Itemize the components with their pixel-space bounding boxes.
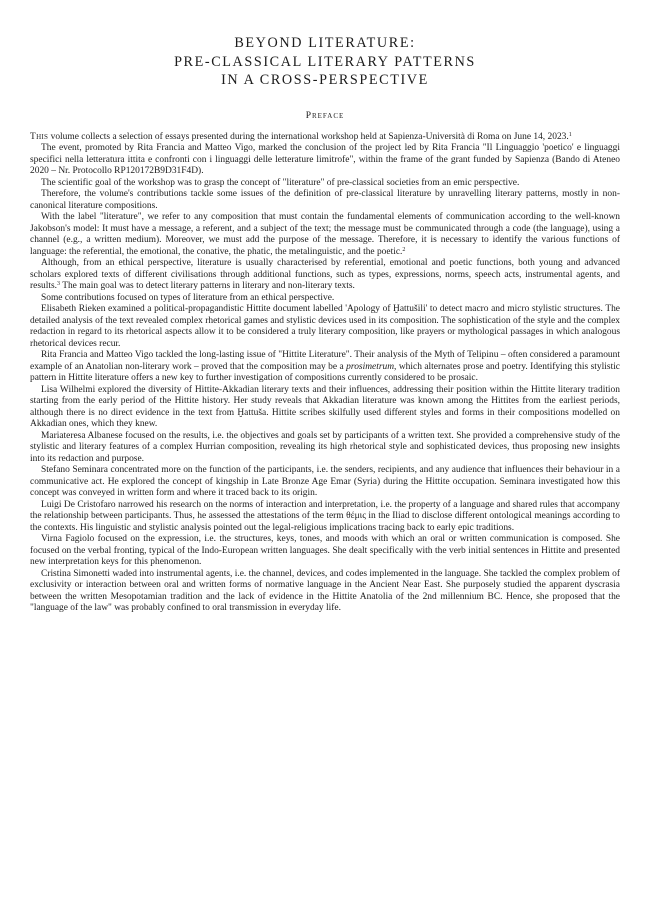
paragraph-text-after: The main goal was to detect literary patterns in literary and non-literary texts. — [60, 281, 355, 291]
paragraph-text: volume collects a selection of essays presented during the international workshop held at Sapienza-Università di Roma on June 14, 2023. — [48, 131, 569, 142]
paragraph — [30, 212, 620, 258]
paragraph: Some contributions focused on types of literature from an ethical perspective. — [41, 292, 335, 303]
paragraph: Therefore, the volume's contributions tackle some issues of the definition of pre-classical literature by unravelling literary patterns, mostly in non-canonical literature compositions. — [30, 189, 620, 211]
paragraph-text: With the label "literature", we refer to any composition that must contain the fundamental elements of communication according to the well-known Jakobson's model: It must have a message, a referent, and a subject of the text; the message must be communicated through a code (the language), using a channel (e.g., a written medium). Moreover, we must add the purpose of the message. Therefore, it is necessary to identify the various functions of language: the referential, the emotional, the conative, the phatic, the metalinguistic, and the poetic. — [30, 212, 620, 257]
italic-term: prosimetrum — [346, 361, 395, 372]
paragraph: The scientific goal of the workshop was to grasp the concept of "literature" of pre-classical societies from an emic perspective. — [41, 177, 520, 188]
paragraph: The event, promoted by Rita Francia and Matteo Vigo, marked the conclusion of the project led by Rita Francia "Il Linguaggio 'poetico' e linguaggi specifici nella letteratura ittita e confronti con i linguaggi delle letterature limitrofe", within the frame of the grant funded by Sapienza (Bando di Ateneo 2020 – Nr. Protocollo RP120172B9D31F4D). — [30, 143, 620, 176]
footnote-ref[interactable]: 2 — [402, 246, 406, 253]
paragraph: Mariateresa Albanese focused on the results, i.e. the objectives and goals set by participants of a written text. She provided a comprehensive study of the stylistic and literary features of a complex Hurrian composition, revealing its high rhetorical style and sophisticated devices, thus proposing new insights into its redaction and purpose. — [30, 430, 620, 464]
paragraph: Luigi De Cristofaro narrowed his research on the norms of interaction and interpretation, i.e. the property of a language and shared rules that accompany the relationship between participants. Thus, he assessed the attestations of the term θέμις in the Iliad to disclose different ontological meanings according to the contexts. His linguistic and stylistic analysis pointed out the legal-religious implications tracing back to early epic traditions. — [30, 499, 620, 533]
paragraph: Lisa Wilhelmi explored the diversity of Hittite-Akkadian literary texts and their influences, addressing their position within the Hittite literary tradition starting from the early period of the Hittite history. Her study reveals that Akkadian literature was known among the Hittites from the earliest periods, although there is no direct evidence in the text from Ḫattuša. Hittite scribes skilfully used different styles and forms in their compositions modelled on Akkadian ones, which they knew. — [30, 384, 620, 429]
paragraph — [30, 258, 620, 293]
page-title — [30, 0, 620, 90]
paragraph: Elisabeth Rieken examined a political-propagandistic Hittite document labelled 'Apology of Ḫattušili' to detect macro and micro stylistic structures. The detailed analysis of the text revealed complex rhetorical games and stylistic devices used in its composition. The sophistication of the style and the complex redaction in regard to its rhetorical aspects allow it to be considered a truly literary composition, like prayers or mythological passages in which analogous rhetorical devices recur. — [30, 304, 620, 349]
preface-heading: Preface — [305, 110, 345, 121]
paragraph-text-after: , which alternates prose and poetry. Identifying this stylistic pattern in Hittite literature offers a new key to further investigation of compositions currently considered to be prosaic. — [30, 361, 620, 383]
footnote-ref[interactable]: 3 — [57, 281, 60, 287]
paragraph-lead: This — [30, 131, 49, 142]
paragraph — [30, 132, 620, 144]
paragraph: Virna Fagiolo focused on the expression, i.e. the structures, keys, tones, and moods with which an oral or written communication is composed. She focused on the verbal fronting, typical of the Indo-European written languages. She dealt specifically with the verb initial sentences in Hittite and presented new interpretation keys for this phenomenon. — [30, 534, 620, 567]
paragraph-text: Rita Francia and Matteo Vigo tackled the long-lasting issue of "Hittite Literature". Their analysis of the Myth of Telipinu – often considered a paramount example of an Anatolian non-literary work – proved that the composition may be a — [30, 350, 620, 372]
footnote-ref[interactable]: 1 — [568, 131, 572, 138]
title-line-1: BEYOND LITERATURE: — [234, 35, 416, 51]
title-line-3: IN A CROSS-PERSPECTIVE — [221, 72, 429, 88]
paragraph: Stefano Seminara concentrated more on the function of the participants, i.e. the senders, recipients, and any audience that influences their behaviour in a communicative act. He explored the concept of kingship in Late Bronze Age Emar (Syria) during the Hittite occupation. Seminara investigated how this concept was conveyed in written form and where it traced back to its origin. — [30, 465, 620, 498]
paragraph: Cristina Simonetti waded into instrumental agents, i.e. the channel, devices, and codes implemented in the language. She tackled the complex problem of exclusivity or interaction between oral and written forms of normative language in the Ancient Near East. She purposely studied the apparent dyscrasia between the written Mesopotamian tradition and the lack of evidence in the Hittite Anatolia of the 2nd millennium BC. Hence, she proposed that the "language of the law" was probably confined to oral transmission in everyday life. — [30, 568, 620, 613]
body-text — [30, 132, 620, 615]
paragraph-text: Although, from an ethical perspective, literature is usually characterised by referential, emotional and poetic functions, both young and advanced scholars explored texts of different civilisations through additional functions, such as types, expressions, norms, speech acts, instrumental agents, and results. — [30, 258, 620, 291]
paragraph — [30, 350, 620, 385]
title-line-2: PRE-CLASSICAL LITERARY PATTERNS — [174, 53, 476, 70]
